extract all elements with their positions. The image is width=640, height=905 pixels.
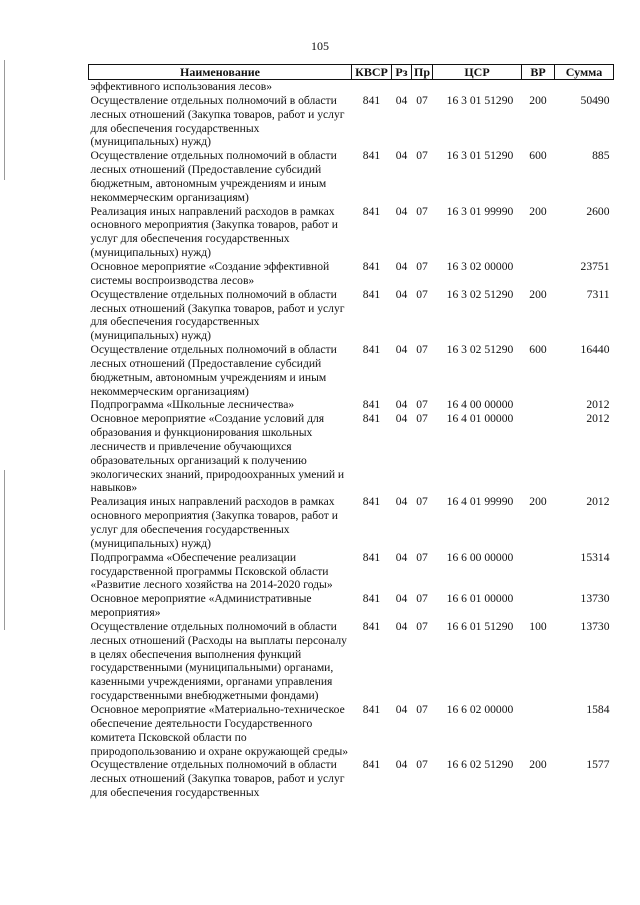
cell-pr: 07: [416, 398, 428, 412]
cell-kvsr: 841: [362, 758, 381, 772]
cell-name: Подпрограмма «Обеспечение реализации государственной программы Псковской области «Развитие лесного хозяйства на 2014-2020 годы»: [90, 550, 333, 592]
table-row: [89, 288, 614, 343]
header-kvsr: КВСР: [352, 65, 392, 80]
header-sum: Сумма: [555, 65, 614, 80]
cell-name: Осуществление отдельных полномочий в области лесных отношений (Расходы на выплаты персоналу в целях обеспечения выполнения функций государственными (муниципальными) органами, казенными учреждениями, органами управления государственными внебюджетными фондами): [90, 619, 347, 703]
table-row: [89, 703, 614, 758]
cell-kvsr: 841: [362, 702, 381, 716]
cell-pr: 07: [416, 550, 428, 564]
cell-sum: [555, 80, 614, 94]
table-row: [89, 592, 614, 620]
cell-rz: 04: [395, 412, 408, 426]
cell-pr: 07: [416, 412, 428, 426]
cell-sum: 16440: [580, 343, 610, 357]
header-vr: ВР: [522, 65, 555, 80]
cell-kvsr: 841: [362, 550, 381, 564]
cell-sum: 2012: [586, 495, 610, 509]
cell-vr: [522, 592, 555, 620]
cell-csr: 16 6 01 00000: [446, 592, 514, 606]
cell-name: Основное мероприятие «Создание условий для образования и функционирования школьных лесничеств и привлечение обучающихся образовательных организаций к получению экологических знаний, природоохранных умений и навыков»: [90, 412, 345, 495]
cell-kvsr: 841: [362, 149, 381, 163]
table-row: [89, 94, 614, 149]
table-row: [89, 149, 614, 204]
cell-rz: 04: [395, 702, 408, 716]
cell-kvsr: [352, 80, 392, 94]
table-row: [89, 495, 614, 550]
cell-vr: 200: [529, 204, 547, 218]
cell-vr: 600: [529, 343, 547, 357]
cell-csr: [433, 80, 522, 94]
cell-rz: 04: [395, 495, 408, 509]
cell-sum: 13730: [580, 619, 610, 633]
cell-pr: 07: [416, 495, 428, 509]
cell-sum: 2012: [586, 412, 610, 426]
cell-name: Основное мероприятие «Создание эффективной системы воспроизводства лесов»: [90, 259, 330, 287]
cell-csr: 16 6 00 00000: [446, 550, 514, 564]
cell-csr: 16 4 00 00000: [446, 398, 514, 412]
cell-name: Осуществление отдельных полномочий в области лесных отношений (Закупка товаров, работ и услуг для обеспечения государственных (муниципальных) нужд): [90, 287, 345, 343]
cell-csr: 16 6 02 00000: [446, 702, 514, 716]
cell-pr: 07: [416, 204, 428, 218]
cell-pr: 07: [416, 149, 428, 163]
cell-kvsr: 841: [362, 592, 381, 606]
cell-rz: [392, 80, 412, 94]
cell-pr: 07: [416, 758, 428, 772]
cell-pr: 07: [416, 702, 428, 716]
cell-vr: 200: [529, 93, 547, 107]
cell-csr: 16 3 02 51290: [446, 343, 514, 357]
cell-sum: 885: [592, 149, 610, 163]
scan-edge-line: [4, 60, 5, 180]
cell-sum: 1584: [586, 702, 610, 716]
table-row: [89, 343, 614, 398]
cell-rz: 04: [395, 259, 408, 273]
cell-vr: 200: [529, 758, 547, 772]
cell-name: Основное мероприятие «Материально-техническое обеспечение деятельности Государственного комитета Псковской области по природопользованию и охране окружающей среды»: [90, 702, 349, 758]
table-row: [89, 551, 614, 593]
cell-sum: 2600: [586, 204, 610, 218]
cell-pr: [412, 80, 433, 94]
cell-kvsr: 841: [362, 343, 381, 357]
cell-name: эффективного использования лесов»: [90, 80, 273, 93]
cell-sum: 23751: [580, 259, 610, 273]
cell-kvsr: 841: [362, 412, 381, 426]
cell-vr: [522, 80, 555, 94]
cell-csr: 16 3 01 99990: [446, 204, 514, 218]
cell-name: Основное мероприятие «Административные мероприятия»: [90, 592, 312, 620]
cell-vr: 600: [529, 149, 547, 163]
cell-rz: 04: [395, 619, 408, 633]
cell-rz: 04: [395, 343, 408, 357]
header-name: Наименование: [89, 65, 352, 80]
cell-name: Осуществление отдельных полномочий в области лесных отношений (Закупка товаров, работ и услуг для обеспечения государственных (муниципальных) нужд): [90, 93, 345, 149]
cell-name: Осуществление отдельных полномочий в области лесных отношений (Закупка товаров, работ и услуг для обеспечения государственных: [90, 758, 345, 800]
cell-csr: 16 3 01 51290: [446, 149, 514, 163]
cell-sum: 13730: [580, 592, 610, 606]
cell-pr: 07: [416, 619, 428, 633]
cell-sum: 2012: [586, 398, 610, 412]
cell-sum: 15314: [580, 550, 610, 564]
cell-rz: 04: [395, 758, 408, 772]
cell-kvsr: 841: [362, 398, 381, 412]
cell-kvsr: 841: [362, 287, 381, 301]
cell-csr: 16 3 01 51290: [446, 93, 514, 107]
scan-edge-line: [4, 470, 5, 630]
cell-kvsr: 841: [362, 204, 381, 218]
table-row: [89, 620, 614, 703]
cell-sum: 50490: [580, 93, 610, 107]
cell-csr: 16 6 01 51290: [446, 619, 514, 633]
cell-vr: [522, 551, 555, 593]
cell-csr: 16 3 02 51290: [446, 287, 514, 301]
header-csr: ЦСР: [433, 65, 522, 80]
cell-kvsr: 841: [362, 93, 381, 107]
cell-name: Подпрограмма «Школьные лесничества»: [90, 398, 295, 412]
table-row: [89, 758, 614, 800]
table-header-row: [89, 65, 614, 80]
cell-csr: 16 6 02 51290: [446, 758, 514, 772]
table-row: [89, 260, 614, 288]
page-number: 105: [311, 39, 329, 53]
cell-name: Осуществление отдельных полномочий в области лесных отношений (Предоставление субсидий бюджетным, автономным учреждениям и иным некоммерческим организациям): [90, 343, 337, 398]
table-row: [89, 80, 614, 94]
cell-pr: 07: [416, 343, 428, 357]
cell-vr: [522, 703, 555, 758]
header-pr: Пр: [412, 65, 433, 80]
cell-vr: 200: [529, 495, 547, 509]
cell-kvsr: 841: [362, 259, 381, 273]
cell-csr: 16 4 01 99990: [446, 495, 514, 509]
cell-rz: 04: [395, 550, 408, 564]
cell-rz: 04: [395, 287, 408, 301]
cell-rz: 04: [395, 398, 408, 412]
cell-vr: 200: [529, 287, 547, 301]
cell-kvsr: 841: [362, 619, 381, 633]
cell-csr: 16 4 01 00000: [446, 412, 514, 426]
table-row: [89, 412, 614, 495]
header-rz: Рз: [392, 65, 412, 80]
budget-table: [88, 64, 614, 800]
cell-rz: 04: [395, 592, 408, 606]
cell-rz: 04: [395, 204, 408, 218]
cell-name: Осуществление отдельных полномочий в области лесных отношений (Предоставление субсидий бюджетным, автономным учреждениям и иным некоммерческим организациям): [90, 149, 337, 204]
cell-pr: 07: [416, 592, 428, 606]
table-row: [89, 205, 614, 260]
cell-kvsr: 841: [362, 495, 381, 509]
cell-sum: 1577: [586, 758, 610, 772]
cell-csr: 16 3 02 00000: [446, 259, 514, 273]
table-body: [89, 80, 614, 800]
cell-name: Реализация иных направлений расходов в рамках основного мероприятия (Закупка товаров, работ и услуг для обеспечения государственных (муниципальных) нужд): [90, 204, 338, 260]
cell-vr: [522, 260, 555, 288]
cell-pr: 07: [416, 287, 428, 301]
cell-rz: 04: [395, 93, 408, 107]
cell-name: Реализация иных направлений расходов в рамках основного мероприятия (Закупка товаров, работ и услуг для обеспечения государственных (муниципальных) нужд): [90, 495, 338, 550]
cell-pr: 07: [416, 93, 428, 107]
cell-vr: 100: [529, 619, 547, 633]
cell-vr: [522, 398, 555, 412]
cell-vr: [522, 412, 555, 495]
cell-sum: 7311: [586, 287, 610, 301]
cell-rz: 04: [395, 149, 408, 163]
cell-pr: 07: [416, 259, 428, 273]
table-row: [89, 398, 614, 412]
